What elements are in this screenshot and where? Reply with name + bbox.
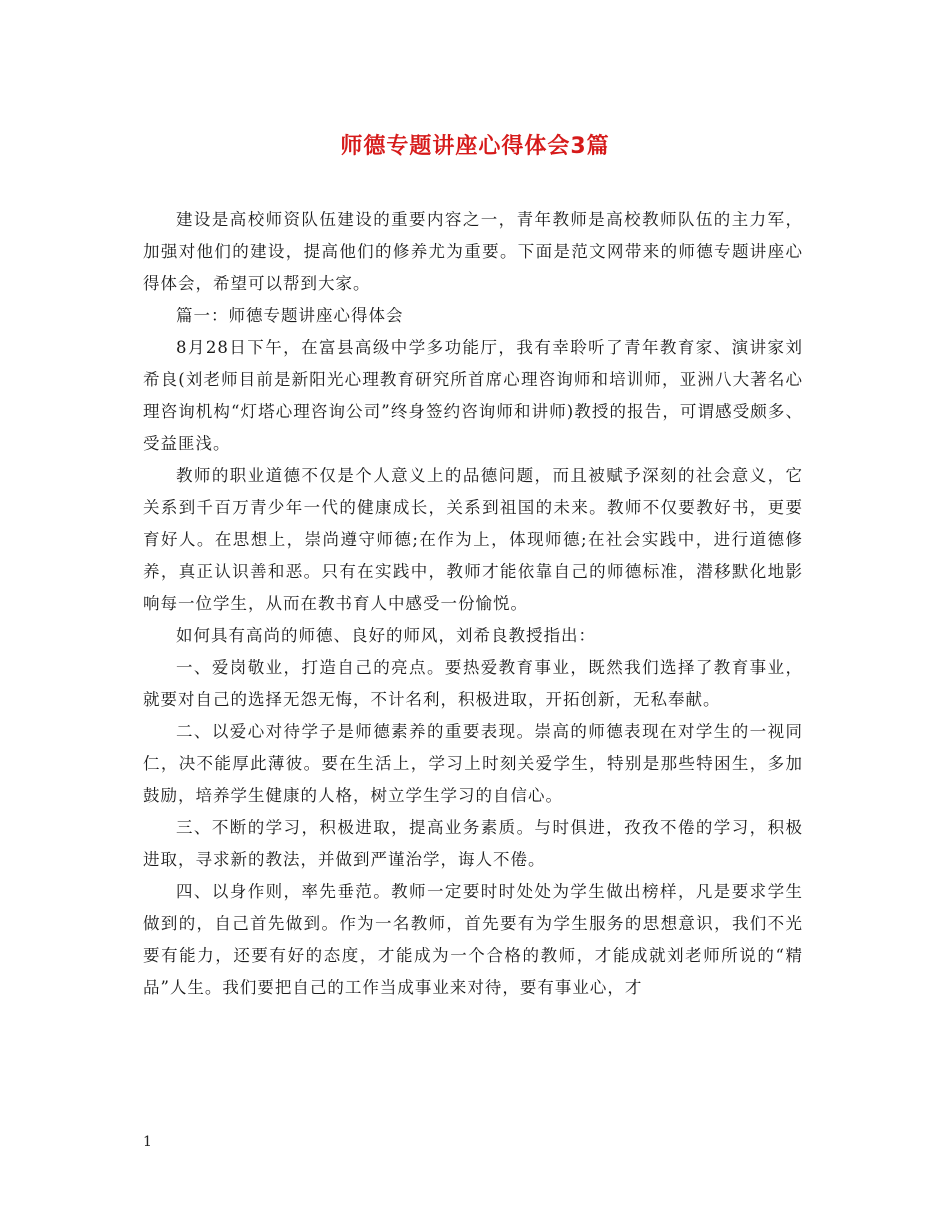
page-number: 1 [143,1134,152,1150]
paragraph-point-2: 二、以爱心对待学子是师德素养的重要表现。崇高的师德表现在对学生的一视同仁，决不能厚此薄彼。要在生活上，学习上时刻关爱学生，特别是那些特困生，多加鼓励，培养学生健康的人格，树立学生学习的自信心。 [143,722,803,805]
paragraph-point-3: 三、不断的学习，积极进取，提高业务素质。与时俱进，孜孜不倦的学习，积极进取，寻求新的教法，并做到严谨治学，诲人不倦。 [143,818,803,869]
paragraph-section-heading: 篇一：师德专题讲座心得体会 [176,306,404,325]
paragraph-points-intro: 如何具有高尚的师德、良好的师风，刘希良教授指出： [176,626,596,645]
paragraph-lecture-info: 8月28日下午，在富县高级中学多功能厅，我有幸聆听了青年教育家、演讲家刘希良(刘老师目前是新阳光心理教育研究所首席心理咨询师和培训师，亚洲八大著名心理咨询机构“灯塔心理咨询公司”终身签约咨询师和讲师)教授的报告，可谓感受颇多、受益匪浅。 [143,338,803,453]
paragraph-point-1: 一、爱岗敬业，打造自己的亮点。要热爱教育事业，既然我们选择了教育事业，就要对自己的选择无怨无悔，不计名利，积极进取，开拓创新，无私奉献。 [143,658,803,709]
paragraph-point-4: 四、以身作则，率先垂范。教师一定要时时处处为学生做出榜样，凡是要求学生做到的，自己首先做到。作为一名教师，首先要有为学生服务的思想意识，我们不光要有能力，还要有好的态度，才能成为一个合格的教师，才能成就刘老师所说的“精品”人生。我们要把自己的工作当成事业来对待，要有事业心，才 [143,882,803,997]
document-body [143,204,803,1004]
paragraph-intro: 建设是高校师资队伍建设的重要内容之一，青年教师是高校教师队伍的主力军，加强对他们的建设，提高他们的修养尤为重要。下面是范文网带来的师德专题讲座心得体会，希望可以帮到大家。 [143,210,803,293]
document-title: 师德专题讲座心得体会3篇 [340,134,610,159]
paragraph-teacher-ethics: 教师的职业道德不仅是个人意义上的品德问题，而且被赋予深刻的社会意义，它关系到千百万青少年一代的健康成长，关系到祖国的未来。教师不仅要教好书，更要育好人。在思想上，崇尚遵守师德;在作为上，体现师德;在社会实践中，进行道德修养，真正认识善和恶。只有在实践中，教师才能依靠自己的师德标准，潜移默化地影响每一位学生，从而在教书育人中感受一份愉悦。 [143,466,803,613]
